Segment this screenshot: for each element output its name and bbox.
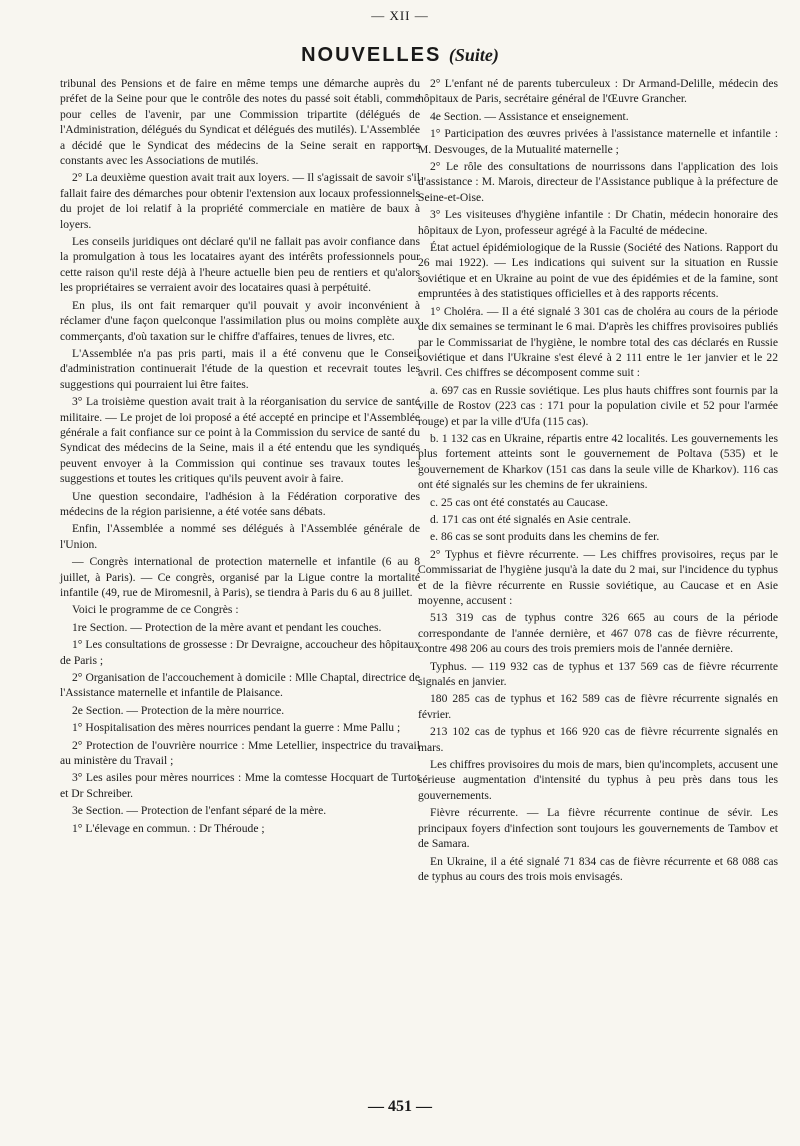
paragraph: En Ukraine, il a été signalé 71 834 cas de fièvre récurrente et 68 088 cas de typhus au cours des trois mois envisagés. xyxy=(418,854,778,883)
paragraph: e. 86 cas se sont produits dans les chemins de fer. xyxy=(430,530,660,544)
paragraph: c. 25 cas ont été constatés au Caucase. xyxy=(430,495,609,509)
list-item: 1° L'élevage en commun. : Dr Théroude ; xyxy=(72,821,265,835)
paragraph: 213 102 cas de typhus et 166 920 cas de fièvre récurrente signalés en mars. xyxy=(418,725,778,754)
paragraph: 1° Choléra. — Il a été signalé 3 301 cas de choléra au cours de la période de dix semaines se terminant le 6 mai. D'après les chiffres provisoires publiés par le Commissariat de l'hygiène, le nombre total des cas déclarés en Russie soviétique et dans l'Ukraine s'est élevé à 2 111 entre le 1er janvier et le 22 avril. Ces chiffres se décomposent comme suit : xyxy=(418,304,778,380)
page-number: — 451 — xyxy=(368,1098,432,1115)
list-item: 2° Organisation de l'accouchement à domicile : Mlle Chaptal, directrice de l'Assistance maternelle et infantile de Plaisance. xyxy=(60,671,420,700)
right-column xyxy=(418,76,778,886)
paragraph: d. 171 cas ont été signalés en Asie centrale. xyxy=(430,512,631,526)
paragraph: tribunal des Pensions et de faire en même temps une démarche auprès du préfet de la Seine pour que le contrôle des notes du passé soit établi, comme pour celles de l'avenir, par une Commission tripartite (délégués de l'Administration, délégués du Syndicat et délégués des mutilés). L'Assemblée a décidé que le Syndicat des médecins de la Seine serait en rapports constants avec les Associations de mutilés. xyxy=(60,77,420,168)
list-item: 2° Protection de l'ouvrière nourrice : Mme Letellier, inspectrice du travail au ministère du Travail ; xyxy=(60,738,420,768)
paragraph: 3° La troisième question avait trait à la réorganisation du service de santé militaire. — Le projet de loi proposé a été accepté en principe et l'Assemblée générale a fait confiance sur ce point à la Commission du service de santé du Syndicat des médecins de la Seine, mais il a été entendu que les syndiqués peuvent envoyer à la Commission qui continue ses travaux toutes les suggestions et toutes les critiques qu'ils peuvent avoir à faire. xyxy=(60,395,420,486)
paragraph: Les chiffres provisoires du mois de mars, bien qu'incomplets, accusent une sérieuse augmentation d'intensité du typhus à peu près dans tous les gouvernements. xyxy=(418,758,778,802)
section-heading: 1re Section. — Protection de la mère avant et pendant les couches. xyxy=(72,620,382,634)
section-heading: 2e Section. — Protection de la mère nourrice. xyxy=(72,703,285,717)
paragraph: L'Assemblée n'a pas pris parti, mais il a été convenu que le Conseil d'administration continuerait l'étude de la question et recevrait toutes les suggestions qui pourraient lui être faites. xyxy=(60,346,420,391)
running-title xyxy=(0,44,800,67)
paragraph: Fièvre récurrente. — La fièvre récurrente continue de sévir. Les principaux foyers d'infection sont toujours les gouvernements de Tambov et de Samara. xyxy=(418,806,778,851)
paragraph: 2° La deuxième question avait trait aux loyers. — Il s'agissait de savoir s'il fallait faire des démarches pour obtenir l'extension aux locaux professionnels du projet de loi relatif à la propriété commerciale en matière de baux à loyers. xyxy=(60,171,420,231)
paragraph: Voici le programme de ce Congrès : xyxy=(72,603,239,617)
left-column xyxy=(60,76,420,838)
list-item: 1° Hospitalisation des mères nourrices pendant la guerre : Mme Pallu ; xyxy=(72,721,401,735)
list-item: 1° Participation des œuvres privées à l'assistance maternelle et infantile : M. Desvouges, de la Mutualité maternelle ; xyxy=(418,127,778,156)
paragraph: Les conseils juridiques ont déclaré qu'il ne fallait pas avoir confiance dans la promulgation à tous les locataires ayant des intérêts professionnels pour cette raison qu'il reste déjà à l'heure actuelle bien peu de rentiers et qu'alors les propriétaires se verraient avoir des locataires quasi à perpétuité. xyxy=(60,235,420,295)
paragraph: 2° Typhus et fièvre récurrente. — Les chiffres provisoires, reçus par le Commissariat de l'hygiène jusqu'à la date du 2 mai, sur l'incidence du typhus et de la fièvre récurrente en Russie soviétique, au Caucase et en Asie moyenne, accusent : xyxy=(418,547,778,607)
paragraph: En plus, ils ont fait remarquer qu'il pouvait y avoir inconvénient à réclamer d'une façon quelconque l'assimilation plus ou moins complète aux commerçants, d'où taxation sur le chiffre d'affaires, tenues de livres, etc. xyxy=(60,298,420,343)
section-heading: 4e Section. — Assistance et enseignement. xyxy=(430,109,629,123)
paragraph: 180 285 cas de typhus et 162 589 cas de fièvre récurrente signalés en février. xyxy=(418,692,778,721)
running-title-suite: (Suite) xyxy=(448,45,499,65)
list-item: 1° Les consultations de grossesse : Dr Devraigne, accoucheur des hôpitaux de Paris ; xyxy=(60,638,420,667)
list-item: 2° L'enfant né de parents tuberculeux : Dr Armand-Delille, médecin des hôpitaux de Paris, secrétaire général de l'Œuvre Grancher. xyxy=(418,77,778,106)
paragraph: a. 697 cas en Russie soviétique. Les plus hauts chiffres sont fournis par la ville de Rostov (223 cas : 171 pour la population civile et 52 pour l'armée rouge) et par la ville d'Ufa (115 cas). xyxy=(418,383,778,428)
list-item: 3° Les asiles pour mères nourrices : Mme la comtesse Hocquart de Turtot et Dr Schreiber. xyxy=(60,771,420,800)
congress-heading-paragraph: — Congrès international de protection maternelle et infantile (6 au 8 juillet, à Paris). — Ce congrès, organisé par la Ligue contre la mortalité infantile (49, rue de Miromesnil, à Paris), se tiendra à Paris du 6 au 8 juillet. xyxy=(60,555,420,599)
list-item: 2° Le rôle des consultations de nourrissons dans l'application des lois d'assistance : M. Marois, directeur de l'Assistance publique à la préfecture de Seine-et-Oise. xyxy=(418,160,778,204)
running-title-main: NOUVELLES xyxy=(301,44,442,66)
paragraph: Une question secondaire, l'adhésion à la Fédération corporative des médecins de la région parisienne, a été votée sans débats. xyxy=(60,489,420,518)
paragraph: 513 319 cas de typhus contre 326 665 au cours de la période correspondante de l'année dernière, et 467 078 cas de fièvre récurrente, contre 498 206 au cours des trois premiers mois de l'année dernière. xyxy=(418,611,778,656)
russia-heading-paragraph: État actuel épidémiologique de la Russie (Société des Nations. Rapport du 26 mai 1922). — Les indications qui suivent sur la situation en Russie soviétique et en Ukraine au point de vue des épidémies et de la famine, sont empruntées à des statistiques officielles et à des rapports récents. xyxy=(418,241,778,301)
paragraph: Enfin, l'Assemblée a nommé ses délégués à l'Assemblée générale de l'Union. xyxy=(60,522,420,551)
paragraph: b. 1 132 cas en Ukraine, répartis entre 42 localités. Les gouvernements les plus fortement atteints sont le gouvernement de Poltava (535) et le gouvernement de Kharkov (151 cas dans la seule ville de Kharkov). 116 cas ont été signalés sur les chemins de fer ukrainiens. xyxy=(418,431,778,492)
page-number-roman: — XII — xyxy=(371,8,429,23)
section-heading: 3e Section. — Protection de l'enfant séparé de la mère. xyxy=(72,804,327,818)
list-item: 3° Les visiteuses d'hygiène infantile : Dr Chatin, médecin honoraire des hôpitaux de Lyon, professeur agrégé à la Faculté de médecine. xyxy=(418,208,778,237)
paragraph: Typhus. — 119 932 cas de typhus et 137 569 cas de fièvre récurrente signalés en janvier. xyxy=(418,659,778,689)
